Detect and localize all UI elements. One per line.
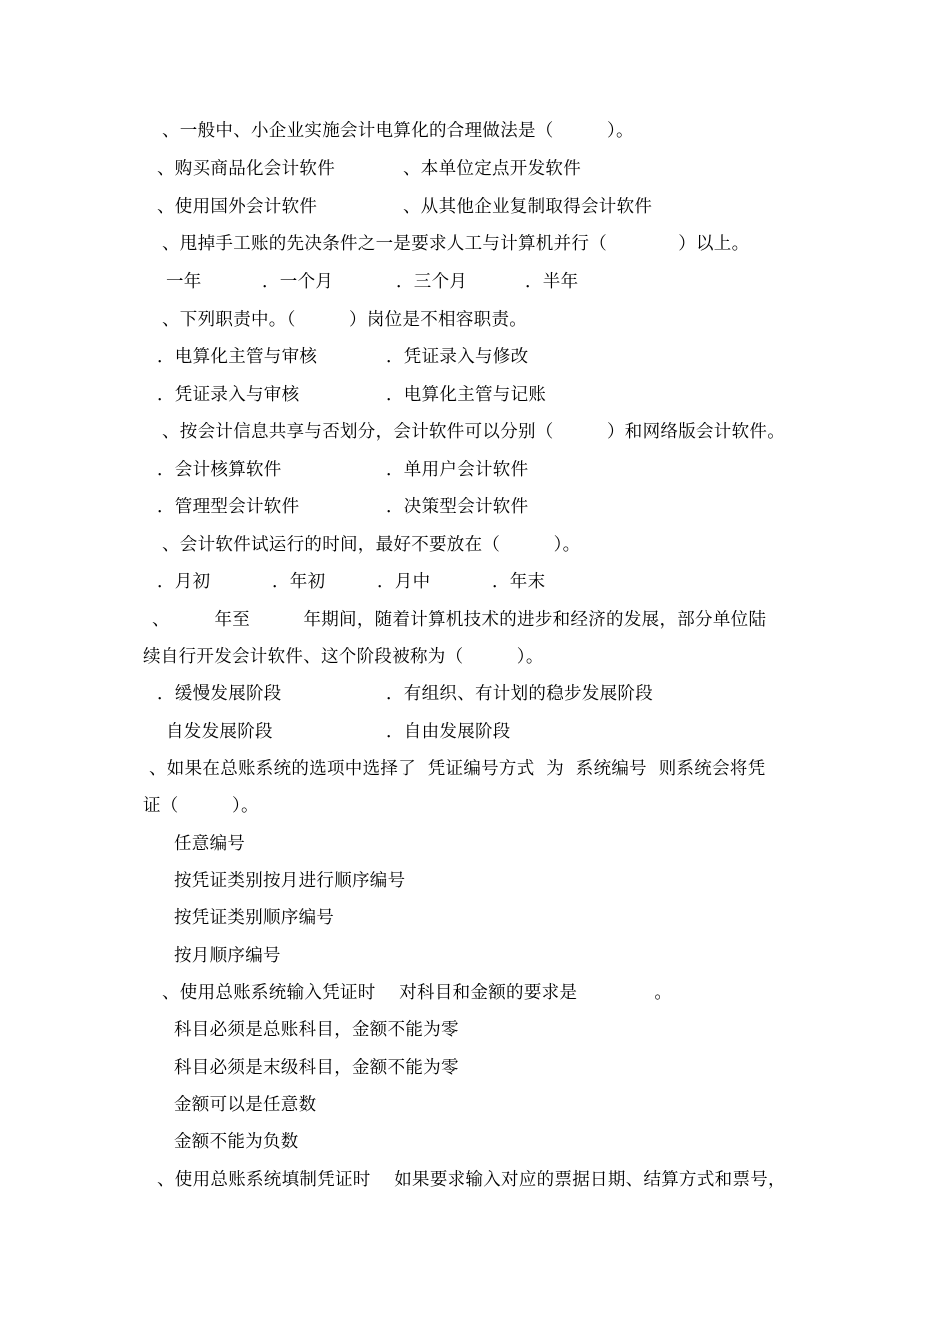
option-b: ．单用户会计软件 bbox=[386, 460, 529, 480]
question-stem: 、按会计信息共享与否划分，会计软件可以分别（ ）和网络版会计软件。 bbox=[162, 422, 785, 442]
option-a: ．缓慢发展阶段 bbox=[157, 684, 282, 704]
option-b: ．有组织、有计划的稳步发展阶段 bbox=[386, 684, 653, 704]
option-d: ．年末 bbox=[492, 572, 546, 592]
option-c: 、使用国外会计软件 bbox=[157, 197, 318, 217]
option-b: ．年初 bbox=[272, 572, 326, 592]
option-a: 科目必须是总账科目，金额不能为零 bbox=[174, 1020, 459, 1040]
option-d: 金额不能为负数 bbox=[174, 1132, 299, 1152]
question-stem: 、一般中、小企业实施会计电算化的合理做法是（ ）。 bbox=[162, 121, 634, 141]
question-stem-line: 、如果在总账系统的选项中选择了 凭证编号方式 为 系统编号 则系统会将凭 bbox=[149, 759, 766, 779]
option-d: ．决策型会计软件 bbox=[386, 497, 529, 517]
option-b: 、本单位定点开发软件 bbox=[403, 159, 581, 179]
question-stem-line: 、 年至 年期间，随着计算机技术的进步和经济的发展，部分单位陆 bbox=[152, 610, 767, 630]
option-c: 按凭证类别顺序编号 bbox=[174, 908, 335, 928]
option-a: 、购买商品化会计软件 bbox=[157, 159, 335, 179]
option-a: ．会计核算软件 bbox=[157, 460, 282, 480]
question-stem: 、使用总账系统填制凭证时 如果要求输入对应的票据日期、结算方式和票号， bbox=[157, 1170, 786, 1190]
option-d: ．半年 bbox=[525, 272, 579, 292]
question-stem-line: 续自行开发会计软件、这个阶段被称为（ ）。 bbox=[143, 647, 544, 667]
option-d: ．自由发展阶段 bbox=[386, 722, 511, 742]
question-stem-line: 证（ ）。 bbox=[143, 796, 259, 816]
option-c: ．凭证录入与审核 bbox=[157, 385, 300, 405]
option-a: 任意编号 bbox=[174, 834, 246, 854]
option-c: ．三个月 bbox=[396, 272, 468, 292]
option-d: ．电算化主管与记账 bbox=[386, 385, 547, 405]
option-c: ．月中 bbox=[377, 572, 431, 592]
question-stem: 、使用总账系统输入凭证时 对科目和金额的要求是 。 bbox=[162, 983, 673, 1003]
option-c: ．管理型会计软件 bbox=[157, 497, 300, 517]
question-stem: 、下列职责中。（ ）岗位是不相容职责。 bbox=[162, 310, 528, 330]
option-b: 科目必须是末级科目，金额不能为零 bbox=[174, 1058, 459, 1078]
option-c: 金额可以是任意数 bbox=[174, 1095, 317, 1115]
option-d: 按月顺序编号 bbox=[174, 946, 281, 966]
option-a: ．电算化主管与审核 bbox=[157, 347, 318, 367]
question-stem: 、甩掉手工账的先决条件之一是要求人工与计算机并行（ ）以上。 bbox=[162, 234, 750, 254]
option-a: 一年 bbox=[166, 272, 202, 292]
option-a: ．月初 bbox=[157, 572, 211, 592]
option-d: 、从其他企业复制取得会计软件 bbox=[403, 197, 653, 217]
option-c: 自发发展阶段 bbox=[166, 722, 273, 742]
question-stem: 、会计软件试运行的时间，最好不要放在（ ）。 bbox=[162, 535, 581, 555]
option-b: 按凭证类别按月进行顺序编号 bbox=[174, 871, 406, 891]
option-b: ．凭证录入与修改 bbox=[386, 347, 529, 367]
option-b: ．一个月 bbox=[262, 272, 334, 292]
